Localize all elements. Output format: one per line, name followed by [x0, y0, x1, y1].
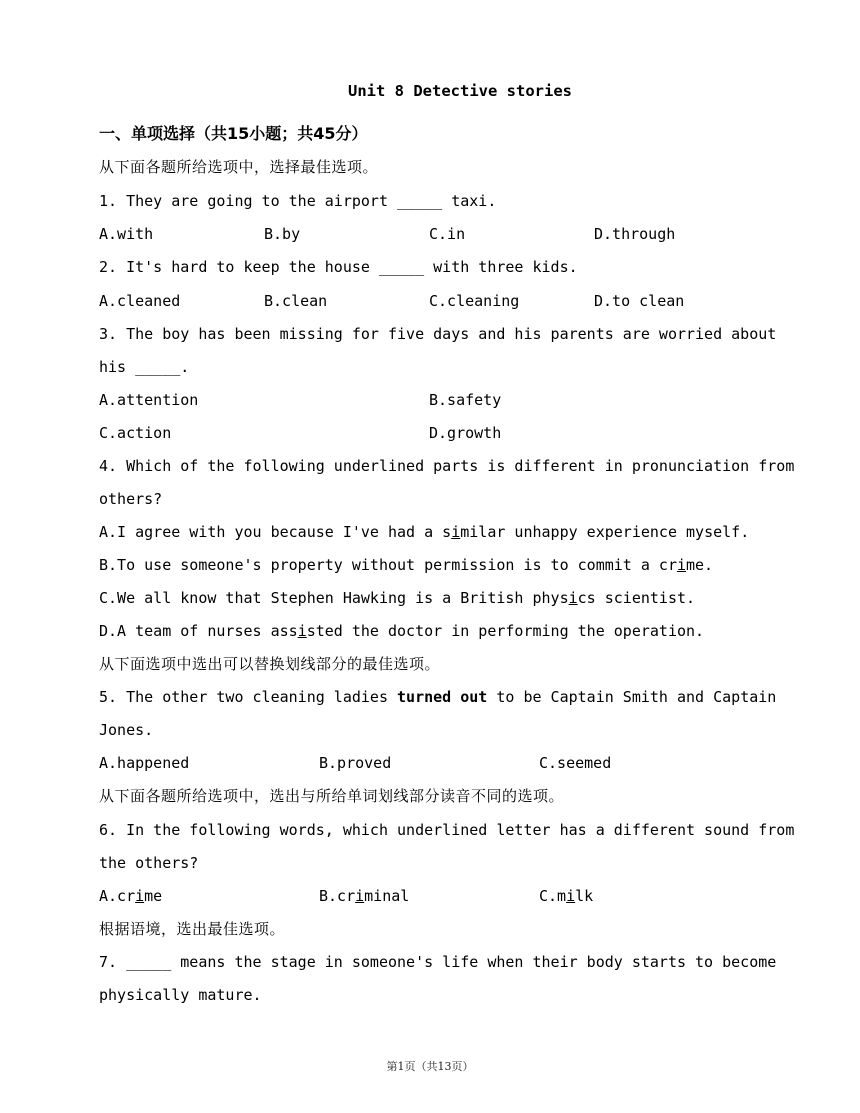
- q6-option-a: [99, 886, 162, 906]
- question-4-text-cont: others?: [99, 490, 163, 508]
- page-title: Unit 8 Detective stories: [348, 82, 572, 100]
- option-text: C.m: [539, 887, 567, 905]
- q3-option-c: C.action: [99, 424, 172, 442]
- option-text: cs scientist.: [577, 589, 696, 607]
- underlined-letter: i: [135, 887, 145, 905]
- option-text: me: [144, 887, 163, 905]
- underlined-letter: i: [566, 887, 576, 905]
- question-6-text: 6. In the following words, which underlined letter has a different sound from: [99, 821, 795, 839]
- option-text: lk: [575, 887, 594, 905]
- option-text: B.cr: [319, 887, 356, 905]
- q5-option-c: C.seemed: [539, 754, 612, 772]
- q4-option-b: [99, 555, 713, 575]
- question-5-text: [99, 687, 777, 707]
- q3-option-d: D.growth: [429, 424, 502, 442]
- underlined-letter: i: [676, 556, 686, 574]
- q1-option-a: A.with: [99, 225, 154, 243]
- q2-option-d: D.to clean: [594, 292, 685, 310]
- q5-option-a: A.happened: [99, 754, 190, 772]
- option-text: D.A team of nurses ass: [99, 622, 298, 640]
- q2-option-b: B.clean: [264, 292, 328, 310]
- underlined-letter: i: [297, 622, 307, 640]
- q4-option-a: [99, 522, 749, 542]
- q1-option-c: C.in: [429, 225, 466, 243]
- question-7-text: 7. _____ means the stage in someone's life when their body starts to become: [99, 953, 777, 971]
- q4-option-d: [99, 621, 704, 641]
- question-text: 5. The other two cleaning ladies: [99, 688, 398, 706]
- option-text: me.: [686, 556, 714, 574]
- q4-option-c: [99, 588, 695, 608]
- q3-option-b: B.safety: [429, 391, 502, 409]
- question-3-text-cont: his _____.: [99, 358, 190, 376]
- option-text: milar unhappy experience myself.: [460, 523, 750, 541]
- option-text: A.cr: [99, 887, 136, 905]
- question-5-text-cont: Jones.: [99, 721, 154, 739]
- option-text: B.To use someone's property without permission is to commit a cr: [99, 556, 677, 574]
- q1-option-d: D.through: [594, 225, 676, 243]
- question-6-text-cont: the others?: [99, 854, 199, 872]
- question-3-text: 3. The boy has been missing for five days and his parents are worried about: [99, 325, 777, 343]
- question-4-text: 4. Which of the following underlined parts is different in pronunciation from: [99, 457, 795, 475]
- question-7-text-cont: physically mature.: [99, 986, 262, 1004]
- section-instruction: 从下面各题所给选项中，选择最佳选项。: [99, 158, 379, 176]
- underlined-letter: i: [451, 523, 461, 541]
- question-1-text: 1. They are going to the airport _____ taxi.: [99, 192, 497, 210]
- option-text: C.We all know that Stephen Hawking is a British phys: [99, 589, 569, 607]
- section-instruction-4: 根据语境，选出最佳选项。: [99, 920, 286, 938]
- section-instruction-3: 从下面各题所给选项中，选出与所给单词划线部分读音不同的选项。: [99, 787, 565, 805]
- underlined-letter: i: [355, 887, 365, 905]
- option-text: minal: [364, 887, 410, 905]
- q3-option-a: A.attention: [99, 391, 199, 409]
- page-footer: 第1页（共13页）: [386, 1060, 474, 1073]
- q2-option-c: C.cleaning: [429, 292, 520, 310]
- section-instruction-2: 从下面选项中选出可以替换划线部分的最佳选项。: [99, 655, 441, 673]
- bold-phrase: turned out: [397, 688, 488, 706]
- q5-option-b: B.proved: [319, 754, 392, 772]
- underlined-letter: i: [568, 589, 578, 607]
- question-2-text: 2. It's hard to keep the house _____ with three kids.: [99, 258, 578, 276]
- q1-option-b: B.by: [264, 225, 301, 243]
- q6-option-c: [539, 886, 593, 906]
- q6-option-b: [319, 886, 409, 906]
- option-text: A.I agree with you because I've had a s: [99, 523, 452, 541]
- section-heading: 一、单项选择（共15小题；共45分）: [99, 124, 368, 143]
- option-text: sted the doctor in performing the operation.: [306, 622, 705, 640]
- q2-option-a: A.cleaned: [99, 292, 181, 310]
- question-text: to be Captain Smith and Captain: [487, 688, 777, 706]
